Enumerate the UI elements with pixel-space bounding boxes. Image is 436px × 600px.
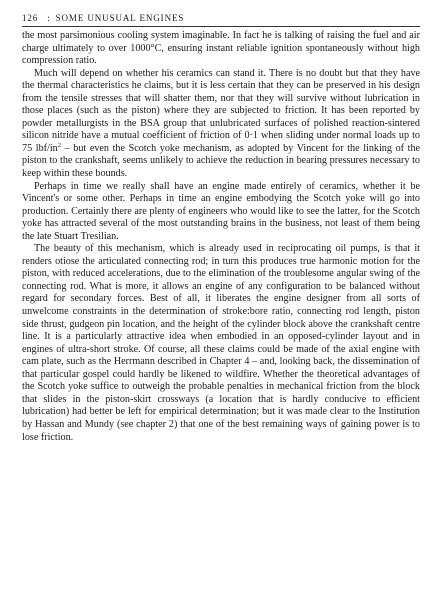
running-head	[22, 12, 420, 24]
chapter-title: SOME UNUSUAL ENGINES	[55, 13, 185, 23]
page-number: 126	[22, 13, 39, 23]
book-page	[22, 12, 420, 444]
paragraph-1: the most parsimonious cooling system imaginable. In fact he is talking of raising the fuel and air charge ultimately to over 1000°C, ensuring instant reliable ignition spontaneously without high compression ratio.	[22, 30, 420, 67]
paragraph-3: Perhaps in time we really shall have an engine made entirely of ceramics, whether it be Vincent's or some other. Perhaps in time an engine embodying the Scotch yoke will go into production. Certainly there are plenty of engineers who would like to see the latter, for the Scotch yoke has attracted several of the most outstanding brains in the business, not least of them being the late Stuart Tresilian.	[22, 180, 420, 242]
header-separator: :	[47, 13, 51, 23]
superscript-2: 2	[57, 141, 61, 149]
paragraph-2	[22, 68, 420, 181]
body-text	[22, 30, 420, 444]
header-rule	[22, 26, 420, 27]
paragraph-2-tail: – but even the Scotch yoke mechanism, as adopted by Vincent for the linking of the piston to the crankshaft, seems unlikely to achieve the reduction in bearing pressures necessary to keep within these bounds.	[22, 142, 421, 180]
paragraph-4: The beauty of this mechanism, which is already used in reciprocating oil pumps, is that it renders otiose the articulated connecting rod; in turn this produces true harmonic motion for the piston, with reduced accelerations, due to the elimination of the troublesome angular swing of the connecting rod. What is more, it allows an engine of any configuration to be balanced without regard for secondary forces. Best of all, it liberates the engine designer from all sorts of unwelcome constraints in the determination of stroke:bore ratio, connecting rod length, piston side thrust, gudgeon pin location, and the height of the cylinder block above the crankshaft centre line. It is a particularly attractive idea when embodied in an opposed-cylinder layout and in engines of ultra-short stroke. Of course, all these claims could be made of the axial engine with cam plate, such as the Herrmann described in Chapter 4 – and, looking back, the dissemination of that particular gospel could hardly be likened to wildfire. Whether the theoretical advantages of the Scotch yoke suffice to outweigh the probable penalties in mechanical friction from the block that slides in the piston-skirt crossways (a location that is hardly conducive to efficient lubrication) had better be left for empirical determination; but it was made clear to the Institution by Hassan and Mundy (see chapter 2) that one of the best remaining ways of gaining power is to lose friction.	[22, 243, 420, 443]
paragraph-2-text: Much will depend on whether his ceramics can stand it. There is no doubt but that they have the thermal characteristics he claims, but it is less certain that they can be preserved in his design from the tensile stresses that will shatter them, nor that they will survive without lubrication in those places (such as the piston) where they are subjected to friction. It has been reported by powder metallurgists in the BSA group that unlubricated surfaces of polished reaction-sintered silicon nitride have a mutual coefficient of friction of 0·1 when sliding under normal loads up to 75 lbf/in	[22, 67, 420, 154]
